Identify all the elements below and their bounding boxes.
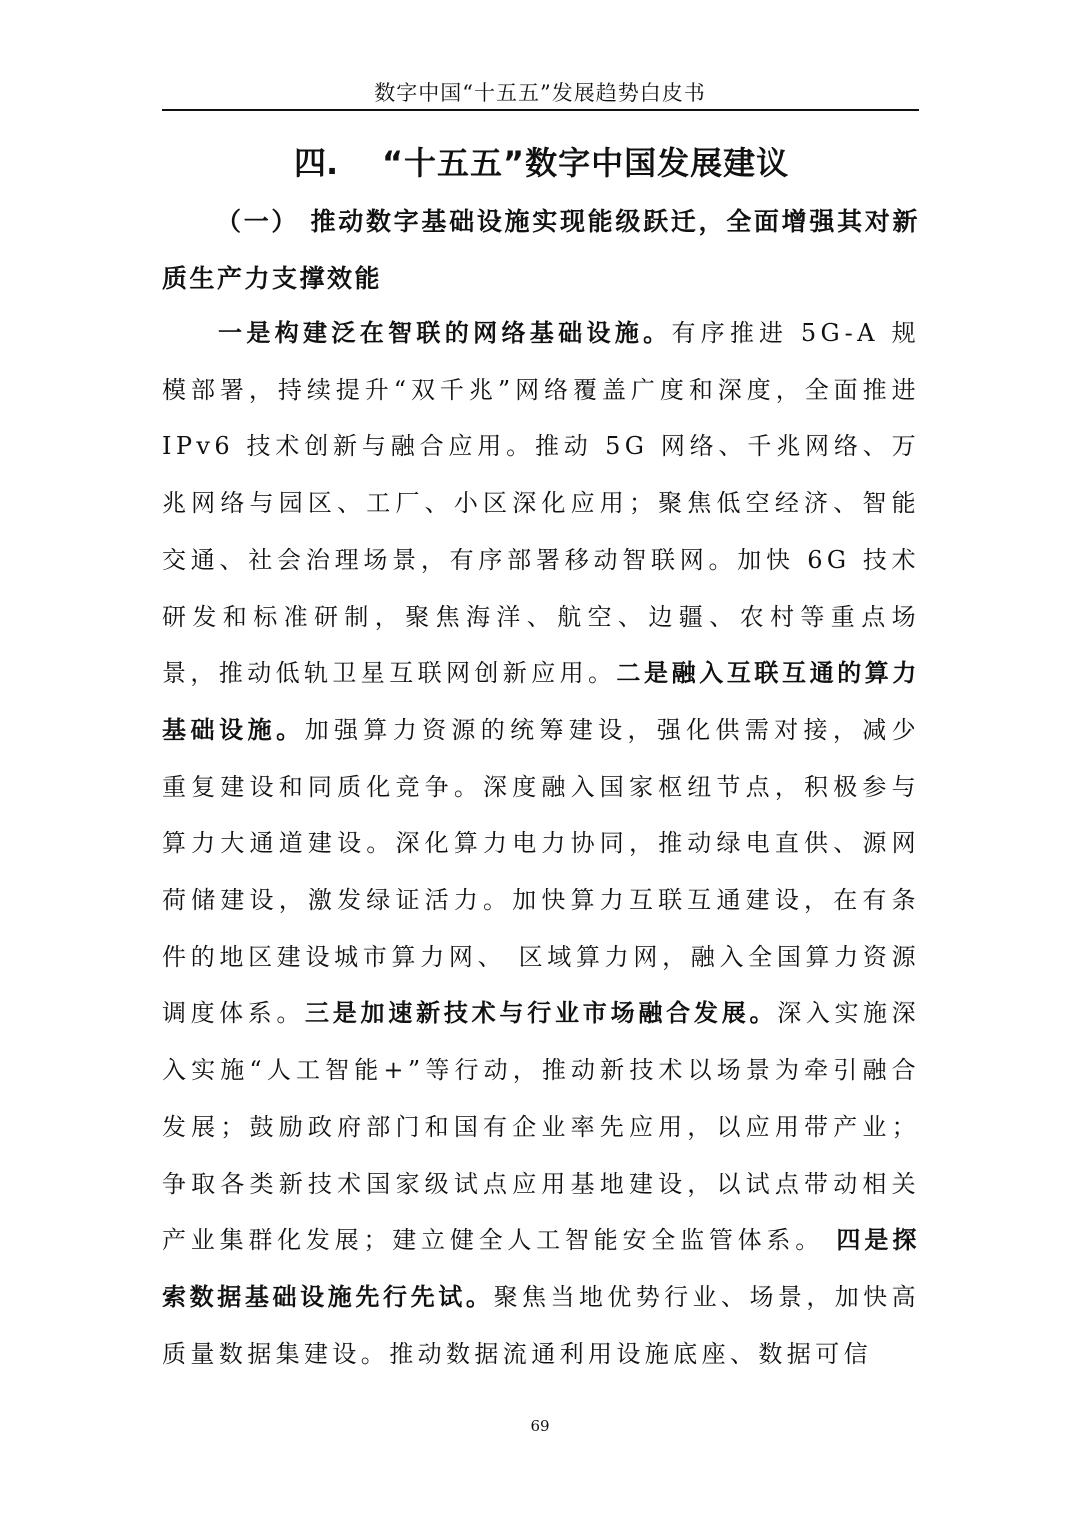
point-one-lead: 一是构建泛在智联的网络基础设施。 — [218, 319, 672, 347]
page-number: 69 — [530, 1417, 550, 1435]
chapter-title-text: “十五五”数字中国发展建议 — [382, 144, 790, 182]
point-three-lead: 三是加速新技术与行业市场融合发展。 — [304, 999, 778, 1028]
header-rule — [162, 109, 919, 111]
point-two-lead: 二是融入互联互通的算力基础设施。 — [162, 659, 921, 744]
point-two-text: 加强算力资源的统筹建设，强化供需对接，减少重复建设和同质化竞争。深度融入国家枢纽节点，积极参与算力大通道建设。深化算力电力协同，推动绿电直供、源网荷储建设，激发绿证活力。加快算力互联互通建设，在有条件的地区建设城市算力网、 区域算力网，融入全国算力资源调度体系。 — [162, 715, 920, 1028]
body-paragraph — [162, 305, 920, 1382]
point-three-text: 深入实施深入实施“人工智能+”等行动，推动新技术以场景为牵引融合发展；鼓励政府部门和国有企业率先应用，以应用带产业；争取各类新技术国家级试点应用基地建设，以试点带动相关产业集群化发展；建立健全人工智能安全监管体系。 — [162, 999, 921, 1255]
point-one-text: 有序推进 5G-A 规模部署，持续提升“双千兆”网络覆盖广度和深度，全面推进 IPv6 技术创新与融合应用。推动 5G 网络、千兆网络、万兆网络与园区、工厂、小区深化应用；聚焦低空经济、智能交通、社会治理场景，有序部署移动智联网。加快 6G 技术研发和标准研制，聚焦海洋、航空、边疆、农村等重点场景，推动低轨卫星互联网创新应用。 — [162, 319, 920, 688]
point-four-lead: 四是探索数据基础设施先行先试。 — [162, 1226, 920, 1311]
point-four-text: 聚焦当地优势行业、场景，加快高质量数据集建设。推动数据流通利用设施底座、数据可信 — [162, 1282, 921, 1368]
running-header: 数字中国“十五五”发展趋势白皮书 — [374, 81, 706, 105]
section-heading: （一） 推动数字基础设施实现能级跃迁，全面增强其对新质生产力支撑效能 — [162, 207, 920, 293]
chapter-number: 四. — [294, 144, 339, 182]
chapter-title — [162, 138, 918, 188]
